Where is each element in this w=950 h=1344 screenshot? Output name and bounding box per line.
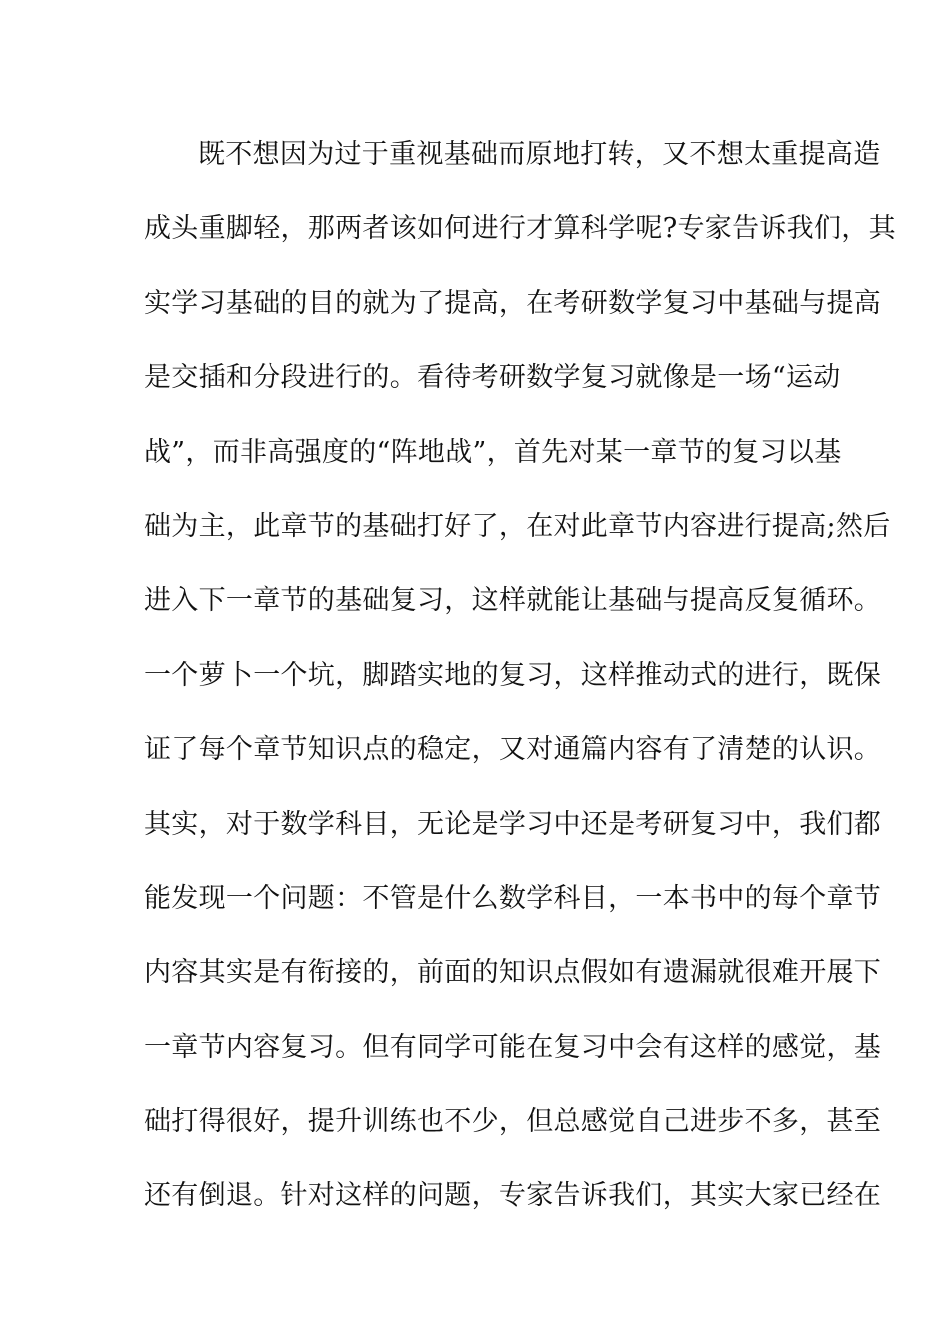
- text-line: 成头重脚轻，那两者该如何进行才算科学呢?专家告诉我们，其: [144, 213, 896, 245]
- text-line: 其实，对于数学科目，无论是学习中还是考研复习中，我们都: [144, 808, 882, 840]
- text-line: 内容其实是有衔接的，前面的知识点假如有遗漏就很难开展下: [144, 957, 882, 989]
- text-line: 一章节内容复习。但有同学可能在复习中会有这样的感觉，基: [144, 1031, 882, 1063]
- text-line: 础打得很好，提升训练也不少，但总感觉自己进步不多，甚至: [144, 1106, 882, 1138]
- text-line: 是交插和分段进行的。看待考研数学复习就像是一场“运动: [144, 362, 841, 394]
- text-line: 能发现一个问题：不管是什么数学科目，一本书中的每个章节: [144, 882, 882, 914]
- text-line: 一个萝卜一个坑，脚踏实地的复习，这样推动式的进行，既保: [144, 659, 882, 691]
- text-line: 进入下一章节的基础复习，这样就能让基础与提高反复循环。: [144, 585, 882, 617]
- body-paragraph: [144, 130, 896, 1246]
- text-line: 础为主，此章节的基础打好了，在对此章节内容进行提高;然后: [144, 510, 891, 542]
- text-line: 证了每个章节知识点的稳定，又对通篇内容有了清楚的认识。: [144, 734, 882, 766]
- text-line: 既不想因为过于重视基础而原地打转，又不想太重提高造: [198, 139, 881, 170]
- text-line: 实学习基础的目的就为了提高，在考研数学复习中基础与提高: [144, 287, 882, 319]
- text-line: 还有倒退。针对这样的问题，专家告诉我们，其实大家已经在: [144, 1180, 882, 1212]
- text-line: 战”，而非高强度的“阵地战”，首先对某一章节的复习以基: [144, 436, 842, 468]
